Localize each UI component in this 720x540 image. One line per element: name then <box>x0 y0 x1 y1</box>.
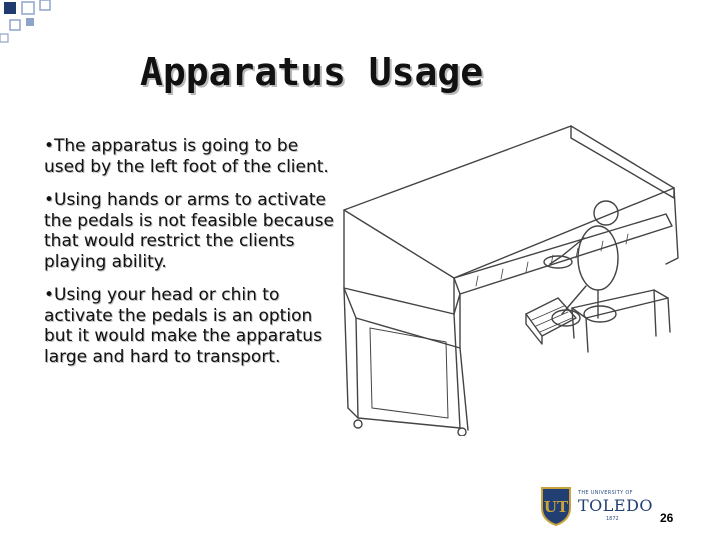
bullet-item <box>44 190 334 272</box>
pedal-apparatus <box>526 298 576 336</box>
university-shield-icon <box>540 486 572 526</box>
logo-small-text: THE UNIVERSITY OF <box>578 490 633 496</box>
player-torso <box>578 226 618 290</box>
logo-monogram: UT <box>543 498 569 516</box>
bullet-text: •The apparatus is going to be used by the left foot of the client. <box>44 136 329 177</box>
university-logo <box>540 486 654 532</box>
logo-year: 1872 <box>606 516 619 522</box>
page-number: 26 <box>660 511 674 525</box>
bullet-item <box>44 285 334 367</box>
bullet-text: •Using your head or chin to activate the pedals is an option but it would make the apparatus large and hard to transport. <box>44 285 322 367</box>
piano-top-panel <box>344 126 674 278</box>
bullet-item <box>44 136 334 177</box>
bullet-text: •Using hands or arms to activate the pedals is not feasible because that would restrict the clients playing ability. <box>44 190 334 272</box>
logo-name: TOLEDO <box>578 496 654 515</box>
piano-lid-edge <box>571 126 674 198</box>
page-title: Apparatus Usage <box>140 50 484 94</box>
keyboard <box>454 214 672 294</box>
piano-lower-body <box>344 288 460 348</box>
corner-squares-icon <box>0 0 70 50</box>
piano-apparatus-sketch <box>336 118 688 436</box>
bullet-list <box>44 136 334 380</box>
piano-front-panel <box>344 210 454 314</box>
